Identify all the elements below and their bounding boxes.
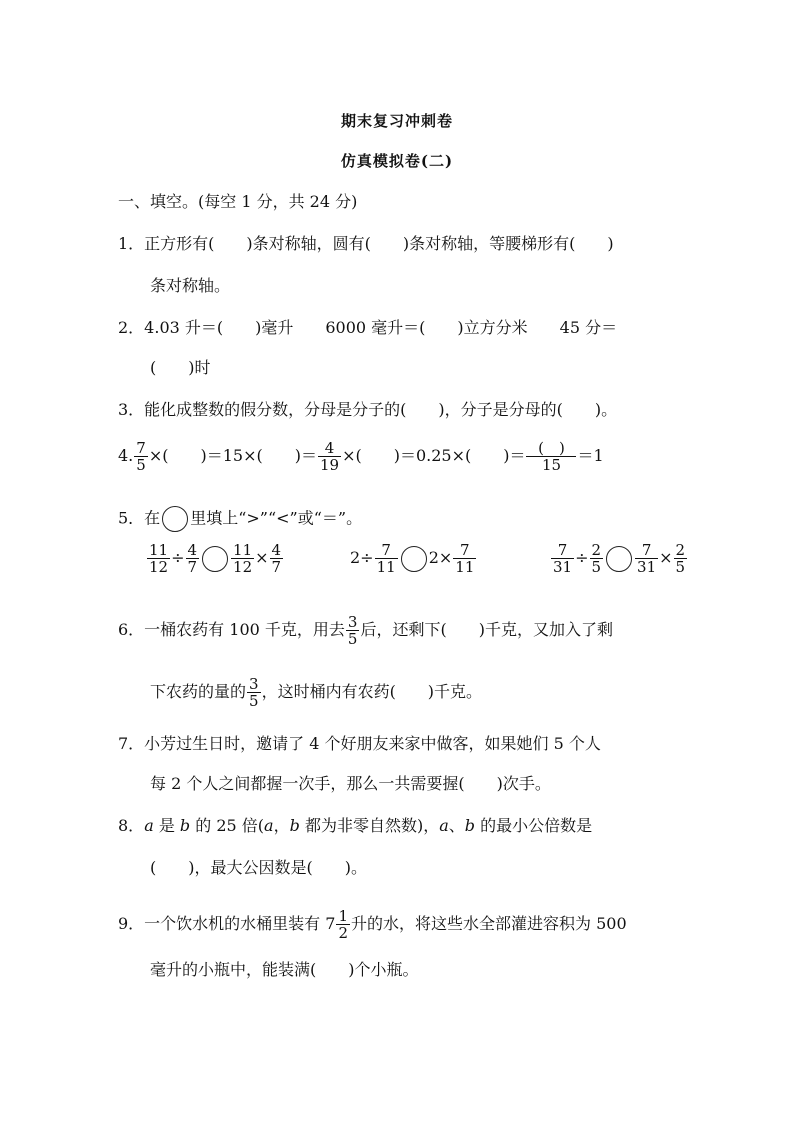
compare-circle-3[interactable] — [606, 546, 632, 572]
question-9-line-2: 毫升的小瓶中，能装满( )个小瓶。 — [150, 960, 419, 979]
question-9-line-1: 9．一个饮水机的水桶里装有 7 $\frac{1}{2}$ 升的水，将这些水全部灌进容积为 500 — [118, 907, 627, 942]
q4-text-2: ×( )＝0.25×( )＝ — [342, 446, 526, 465]
blank-circle[interactable] — [162, 506, 188, 532]
q4-fraction-2: $\frac{4}{19}$ — [319, 439, 340, 474]
question-1-line-2: 条对称轴。 — [150, 276, 231, 295]
question-7-line-2: 每 2 个人之间都握一次手，那么一共需要握( )次手。 — [150, 774, 551, 793]
question-1-line-1: 1．正方形有( )条对称轴，圆有( )条对称轴，等腰梯形有( ) — [118, 234, 614, 253]
q5-text-b: 里填上“>”“<”或“＝”。 — [190, 508, 363, 528]
question-2-line-1: 2．4.03 升＝( )毫升 6000 毫升＝( )立方分米 45 分＝ — [118, 318, 618, 337]
q4-fraction-3: $\frac{( )}{15}$ — [526, 440, 576, 473]
q4-fraction-1: $\frac{7}{5}$ — [136, 439, 146, 474]
question-4 — [118, 440, 604, 473]
q4-text-3: ＝1 — [577, 446, 604, 465]
compare-circle-2[interactable] — [401, 546, 427, 572]
q4-number: 4. — [118, 446, 134, 465]
q5-expression-2: 2÷ $\frac{7}{11}$ 2× $\frac{7}{11}$ — [350, 541, 475, 576]
q5-expression-1: $\frac{11}{12}$ ÷ $\frac{4}{7}$ $\frac{11}{12}$ × $\frac{4}{7}$ — [149, 541, 282, 576]
question-8-line-2: ( )，最大公因数是( )。 — [150, 858, 367, 877]
question-8-line-1: 8．a 是 b 的 25 倍(a，b 都为非零自然数)，a、b 的最小公倍数是 — [118, 816, 593, 835]
q5-text-a: 5．在 — [118, 508, 161, 528]
question-6-line-2: 下农药的量的 $\frac{3}{5}$ ，这时桶内有农药( )千克。 — [150, 675, 483, 710]
exam-subtitle: 仿真模拟卷(二) — [340, 152, 454, 170]
section-heading: 一、填空。(每空 1 分，共 24 分) — [118, 192, 358, 211]
q5-expression-3: $\frac{7}{31}$ ÷ $\frac{2}{5}$ $\frac{7}{31}$ × $\frac{2}{5}$ — [553, 541, 686, 576]
question-3: 3．能化成整数的假分数，分母是分子的( )，分子是分母的( )。 — [118, 400, 618, 419]
compare-circle-1[interactable] — [202, 546, 228, 572]
question-6-line-1: 6．一桶农药有 100 千克，用去 $\frac{3}{5}$ 后，还剩下( )千克，又加入了剩 — [118, 613, 613, 648]
question-2-line-2: ( )时 — [150, 358, 211, 377]
q4-text-1: ×( )＝15×( )＝ — [148, 446, 317, 465]
exam-title: 期末复习冲刺卷 — [340, 112, 453, 130]
question-7-line-1: 7．小芳过生日时，邀请了 4 个好朋友来家中做客，如果她们 5 个人 — [118, 734, 601, 753]
question-5-prompt — [118, 506, 362, 532]
